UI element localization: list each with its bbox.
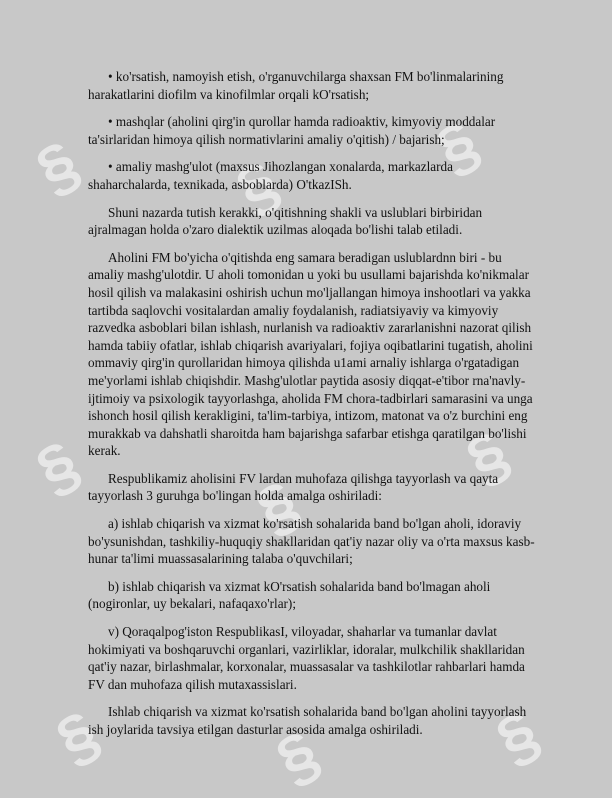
paragraph: Respublikamiz aholisini FV lardan muhofaza qilishga tayyorlash va qayta tayyorlash 3 guruhga bo'lingan holda amalga oshiriladi:	[88, 470, 499, 504]
watermark-logo: §	[484, 696, 552, 778]
watermark-logo: §	[454, 416, 522, 498]
paragraph: Ishlab chiqarish va xizmat ko'rsatish sohalarida band bo'lgan aholini tayyorlash ish joylarida tavsiya etilgan dasturlar asosida amalga oshiriladi.	[88, 704, 527, 737]
watermark-logo: §	[44, 696, 112, 778]
watermark-logo: §	[424, 106, 492, 188]
paragraph-item-b: b) ishlab chiqarish va xizmat kO'rsatish sohalarida band bo'lmagan aholi (nogironlar, uy bekalari, nafaqaxo'rlar);	[88, 578, 491, 612]
paragraph-bullet-2: • mashqlar (aholini qirg'in qurollar hamda radioaktiv, kimyoviy moddalar ta'sirlaridan himoya qilish normativlarini amaliy o'qitish) / bajarish;	[88, 114, 496, 147]
paragraph-bullet-3: • amaliy mashg'ulot (maxsus Jihozlangan xonalarda, markazlarda shaharchalarda, texnikada, asboblarda) O'tkazISh.	[88, 159, 453, 192]
watermark-logo: §	[24, 426, 92, 508]
watermark-logo: §	[244, 466, 312, 548]
paragraph-item-a: a) ishlab chiqarish va xizmat ko'rsatish sohalarida band bo'lgan aholi, idoraviy bo'ysunishdan, tashkiliy-huquqiy shakllaridan qat'iy nazar oliy va o'rta maxsus kasb-hunar ta'limi muassasalarining talaba o'quvchilari;	[88, 516, 535, 567]
paragraph: Shuni nazarda tutish kerakki, o'qitishning shakli va uslublari birbiridan ajralmagan holda o'zaro dialektik uzilmas aloqada bo'lishi talab etiladi.	[88, 204, 483, 238]
document-body	[88, 68, 536, 749]
paragraph: Aholini FM bo'yicha o'qitishda eng samara beradigan uslublardnn biri - bu amaliy mashg'ulotdir. U aholi tomonidan u yoki bu usullami bajarishda ko'nikmalar hosil qilish va malakasini oshirish uchun mo'ljallangan himoya inshootlari va yakka tartibda saqlovchi vositalardan amaliy foydalanish, radiatsiyaviy va kimyoviy razvedka asboblari bilan ishlash, nurlanish va radioaktiv zararlanishni nazorat qilish hamda tabiiy ofatlar, ishlab chiqarish avariyalari, fojiya oqibatlarini tugatish, aholini ommaviy qirg'in qurollaridan himoya qilishda u1ami arnaliy ishlarga o'rgatadigan me'yorlami ishlab chiqishdir. Mashg'ulotlar paytida asosiy diqqat-e'tibor rna'navly-ijtimoiy va psixologik tayyorlashga, aholida FM chora-tadbirlari samarasini va unga ishonch hosil qilish kerakligini, ta'lim-tarbiya, intizom, matonat va o'z burchini eng murakkab va dahshatli sharoitda ham bajarishga safarbar etishga qaratilgan bo'lishi kerak.	[88, 249, 533, 459]
watermark-logo: §	[224, 146, 292, 228]
paragraph-item-v: v) Qoraqalpog'iston RespublikasI, viloyadar, shaharlar va tumanlar davlat hokimiyati va boshqaruvchi organlari, vazirliklar, idoralar, mulkchilik shakllaridan qat'iy nazar, birlashmalar, korxonalar, muassasalar va tashkilotlar rahbarlari hamda FV dan muhofaza qilish mutaxassislari.	[88, 624, 525, 692]
watermark-logo: §	[24, 126, 92, 208]
paragraph-bullet-1: • ko'rsatish, namoyish etish, o'rganuvchilarga shaxsan FM bo'linmalarining harakatlarini diofilm va kinofilmlar orqali kO'rsatish;	[88, 69, 504, 102]
watermark-logo: §	[264, 716, 332, 798]
